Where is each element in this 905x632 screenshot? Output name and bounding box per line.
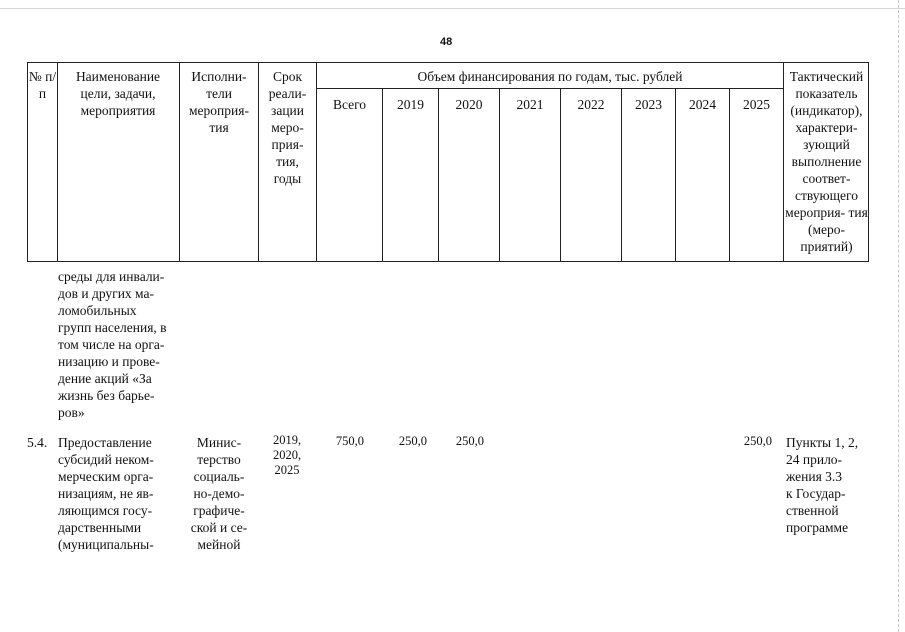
text-line: ляющимся госу- xyxy=(58,503,153,518)
row-value-2020: 250,0 xyxy=(455,434,484,448)
text-line: жения 3.3 xyxy=(786,469,843,484)
col-border xyxy=(499,88,500,261)
row-term xyxy=(260,433,314,478)
text-line: мейной xyxy=(197,537,241,552)
text-line: том числе на орга- xyxy=(58,337,165,352)
col-border xyxy=(316,62,317,261)
header-funding-year: 2021 xyxy=(516,97,544,112)
col-border xyxy=(258,62,259,261)
text-line: ломобильных xyxy=(58,303,137,318)
text-line: 2025 xyxy=(274,463,300,477)
text-line: Минис- xyxy=(196,435,242,450)
header-col-executors: Исполни- тели мероприя- тия xyxy=(189,69,249,135)
funding-subheader-border xyxy=(316,88,783,89)
row-value-2025: 250,0 xyxy=(743,434,772,448)
table-top-border xyxy=(27,62,869,63)
continuation-text xyxy=(58,268,177,421)
col-border xyxy=(179,62,180,261)
header-funding-total: Всего xyxy=(332,97,367,112)
col-border xyxy=(729,88,730,261)
header-col-name: Наименование цели, задачи, мероприятия xyxy=(75,69,161,118)
text-line: 2019, xyxy=(272,433,302,447)
col-border xyxy=(382,88,383,261)
col-border xyxy=(438,88,439,261)
header-col-num: № п/п xyxy=(28,69,57,101)
col-border xyxy=(57,62,58,261)
row-name xyxy=(58,434,177,553)
text-line: 2020, xyxy=(272,448,302,462)
header-funding-year: 2023 xyxy=(635,97,662,112)
text-line: программе xyxy=(786,520,849,535)
text-line: терство xyxy=(197,452,241,467)
text-line: мерческим орга- xyxy=(58,469,154,484)
text-line: дарственными xyxy=(58,520,142,535)
header-bottom-border xyxy=(27,261,869,262)
row-value-2019: 250,0 xyxy=(398,434,427,448)
header-funding-year: 2019 xyxy=(397,97,424,112)
header-funding-year: 2025 xyxy=(743,97,770,112)
text-line: (муниципальны- xyxy=(58,537,154,552)
text-line: низацию и прове- xyxy=(58,354,160,369)
header-col-term: Срок реали- зации меро- прия- тия, годы xyxy=(268,69,307,186)
scan-edge-right xyxy=(898,0,905,632)
text-line: дение акций «За xyxy=(58,371,152,386)
text-line: жизнь без барье- xyxy=(58,388,155,403)
text-line: дов и других ма- xyxy=(58,286,154,301)
text-line: социаль- xyxy=(193,469,245,484)
col-border xyxy=(560,88,561,261)
header-funding-year: 2022 xyxy=(577,97,605,112)
text-line: но-демо- xyxy=(193,486,245,501)
col-border xyxy=(621,88,622,261)
text-line: ров» xyxy=(58,405,85,420)
page-number: 48 xyxy=(440,36,453,48)
scan-edge-top xyxy=(0,0,905,9)
text-line: групп населения, в xyxy=(58,320,167,335)
header-col-indicator: Тактический показатель (индикатор), характери- зующий выполнение соответ- ствующего мероприя- тия (меро- приятий) xyxy=(785,69,868,254)
header-funding-year: 2020 xyxy=(455,97,483,112)
header-funding-year: 2024 xyxy=(689,97,716,112)
text-line: Пункты 1, 2, xyxy=(786,435,859,450)
header-col-funding: Объем финансирования по годам, тыс. рублей xyxy=(417,69,683,84)
text-line: ственной xyxy=(786,503,839,518)
text-line: низациям, не яв- xyxy=(58,486,154,501)
col-border xyxy=(783,62,784,261)
text-line: среды для инвали- xyxy=(58,269,165,284)
col-border xyxy=(868,62,869,261)
row-indicator xyxy=(786,434,867,536)
text-line: ской и се- xyxy=(190,520,248,535)
text-line: к Государ- xyxy=(786,486,846,501)
text-line: субсидий неком- xyxy=(58,452,154,467)
text-line: Предоставление xyxy=(58,435,152,450)
text-line: графиче- xyxy=(193,503,245,518)
row-total: 750,0 xyxy=(335,434,364,448)
col-border xyxy=(675,88,676,261)
text-line: 24 прило- xyxy=(786,452,843,467)
row-number: 5.4. xyxy=(27,435,48,450)
row-executor xyxy=(181,434,257,553)
